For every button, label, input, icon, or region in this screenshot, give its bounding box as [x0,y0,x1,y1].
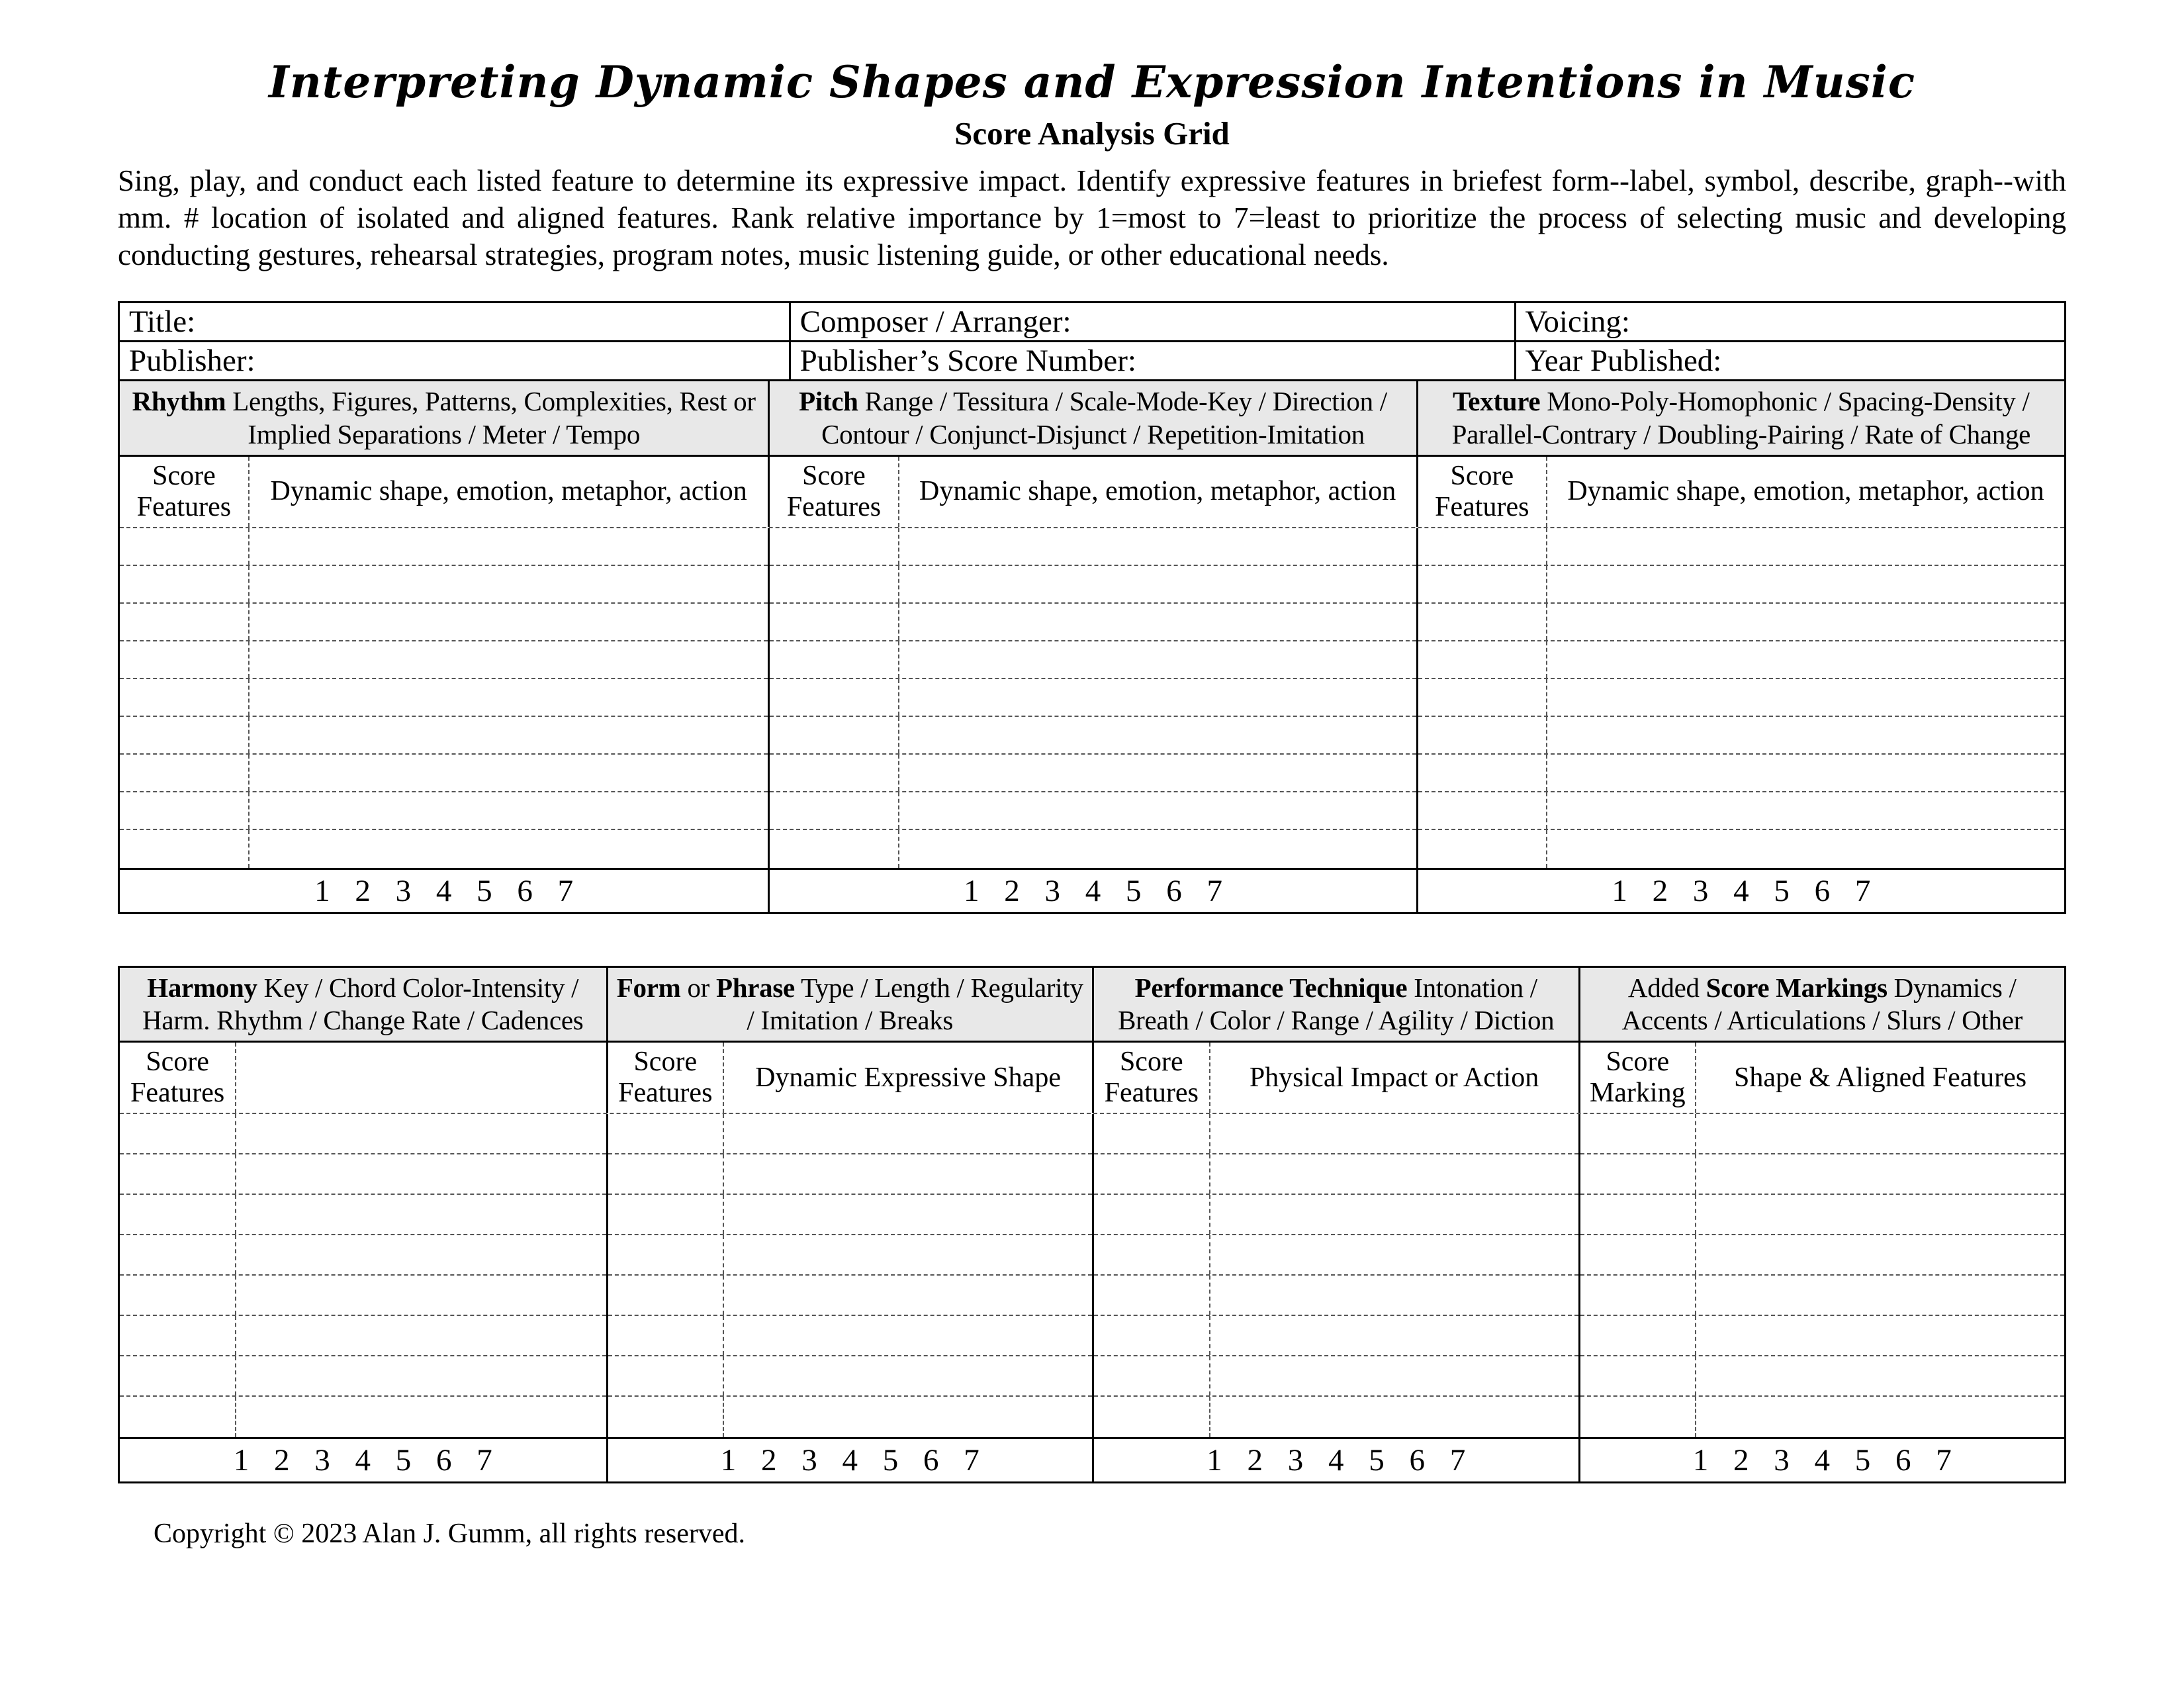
description-cell [1547,830,2064,868]
score-features-cell [1094,1356,1210,1395]
description-cell [724,1316,1092,1355]
entry-row [120,1356,606,1397]
description-cell [250,679,768,716]
table-top-rank-row [120,868,2064,912]
score-features-cell [120,1356,236,1395]
entry-row [120,1276,606,1316]
entry-row [120,679,768,717]
score-features-cell [1418,679,1547,716]
entry-grid-harmony [120,1114,606,1437]
meta-label-score-number: Publisher’s Score Number: [799,344,1136,379]
score-features-cell [1580,1154,1697,1194]
rank-scale-rhythm: 1 2 3 4 5 6 7 [314,873,574,908]
meta-field-score-number [789,342,1514,379]
rank-scale-score-markings: 1 2 3 4 5 6 7 [1578,1439,2065,1481]
entry-row [1580,1235,2065,1276]
entry-row [608,1397,1093,1437]
score-features-cell [608,1276,725,1315]
subheader-performance-technique [1092,1043,1578,1113]
score-features-cell [770,528,899,565]
entry-row [1094,1356,1578,1397]
col-header-score-features: Score Features [1094,1043,1210,1113]
entry-row [1418,830,2064,868]
entry-row [120,1114,606,1154]
score-features-cell [1418,830,1547,868]
description-cell [1210,1316,1578,1355]
description-cell [250,792,768,829]
entry-grid-pitch [768,528,1416,868]
entry-row [120,1397,606,1437]
description-cell [899,679,1416,716]
entry-row [1094,1195,1578,1235]
subheader-score-markings [1578,1043,2065,1113]
entry-row [1094,1154,1578,1195]
score-features-cell [1094,1397,1210,1437]
entry-grid-rhythm [120,528,768,868]
rank-scale-pitch: 1 2 3 4 5 6 7 [768,870,1416,912]
col-header-dynamic-shape: Dynamic shape, emotion, metaphor, action [270,476,747,507]
copyright-notice: Copyright © 2023 Alan J. Gumm, all rights reserved. [154,1519,745,1550]
entry-row [1580,1356,2065,1397]
score-features-cell [1580,1235,1697,1274]
entry-row [120,792,768,830]
entry-row [1094,1276,1578,1316]
score-features-cell [120,641,250,678]
description-cell [899,641,1416,678]
score-features-cell [770,604,899,640]
score-features-cell [770,566,899,602]
score-features-cell [608,1316,725,1355]
description-cell [724,1356,1092,1395]
score-features-cell [1580,1316,1697,1355]
description-cell [250,641,768,678]
analysis-table-top [118,301,2066,914]
score-features-cell [1580,1114,1697,1153]
description-cell [236,1114,606,1153]
instructions-text: Sing, play, and conduct each listed feature to determine its expressive impact. Identify expressive features in briefest form--label, symbol, describe, graph--with mm. # location of isolated and aligned features. Rank relative importance by 1=most to 7=least to prioritize the process of selecting music and developing conducting gestures, rehearsal strategies, program notes, music listening guide, or other educational needs. [118,164,2066,271]
score-features-cell [1418,566,1547,602]
entry-row [608,1316,1093,1356]
description-cell [1210,1114,1578,1153]
entry-row [1580,1316,2065,1356]
description-cell [1696,1397,2064,1437]
score-features-cell [1418,528,1547,565]
meta-label-publisher: Publisher: [129,344,255,379]
score-features-cell [1094,1276,1210,1315]
score-features-cell [120,792,250,829]
score-features-cell [120,755,250,791]
entry-row [1094,1114,1578,1154]
score-features-cell [120,717,250,753]
score-features-cell [1094,1114,1210,1153]
entry-row [770,830,1416,868]
description-cell [236,1316,606,1355]
score-features-cell [120,1195,236,1234]
description-cell [724,1397,1092,1437]
description-cell [1696,1356,2064,1395]
entry-row [120,1195,606,1235]
entry-row [1094,1316,1578,1356]
meta-row-1 [120,303,2064,342]
score-features-cell [1418,641,1547,678]
entry-row [770,528,1416,566]
score-features-cell [608,1114,725,1153]
description-cell [236,1356,606,1395]
score-features-cell [120,1114,236,1153]
entry-row [1418,717,2064,755]
col-header-score-features: Score Features [608,1043,725,1113]
entry-row [120,641,768,679]
entry-grid-performance-technique [1092,1114,1578,1437]
entry-row [770,792,1416,830]
entry-row [770,717,1416,755]
description-cell [236,1397,606,1437]
entry-row [1094,1235,1578,1276]
entry-row [120,528,768,566]
entry-row [1418,792,2064,830]
entry-row [120,1316,606,1356]
description-cell [1696,1114,2064,1153]
score-features-cell [1094,1154,1210,1194]
description-cell [1547,792,2064,829]
table-bottom-rank-row [120,1437,2064,1481]
meta-label-composer-arranger: Composer / Arranger: [799,305,1071,340]
col-header-physical-impact: Physical Impact or Action [1249,1062,1539,1093]
subheader-form-phrase [606,1043,1093,1113]
col-header-score-features: Score Features [120,1043,236,1113]
entry-row [608,1195,1093,1235]
page-subtitle: Score Analysis Grid [954,115,1230,152]
entry-row [120,1154,606,1195]
col-header-score-features: Score Features [120,457,250,527]
entry-row [120,830,768,868]
entry-row [608,1356,1093,1397]
rank-scale-form-phrase: 1 2 3 4 5 6 7 [606,1439,1093,1481]
score-features-cell [608,1154,725,1194]
score-features-cell [120,830,250,868]
description-cell [236,1154,606,1194]
table-bottom-section-headers [120,968,2064,1043]
description-cell [899,528,1416,565]
meta-field-composer-arranger [789,303,1514,340]
entry-grid-score-markings [1578,1114,2065,1437]
meta-row-2 [120,342,2064,381]
description-cell [250,566,768,602]
description-cell [1696,1316,2064,1355]
subheader-texture [1416,457,2064,527]
table-top-entry-area [120,528,2064,868]
col-header-score-marking: Score Marking [1580,1043,1697,1113]
table-bottom-entry-area [120,1114,2064,1437]
score-features-cell [770,755,899,791]
score-features-cell [120,528,250,565]
rank-scale-harmony: 1 2 3 4 5 6 7 [233,1443,492,1478]
meta-field-publisher [120,342,789,379]
col-header-score-features: Score Features [1418,457,1547,527]
meta-label-year-published: Year Published: [1525,344,1722,379]
description-cell [1696,1276,2064,1315]
description-cell [1696,1235,2064,1274]
description-cell [1547,679,2064,716]
col-header-dynamic-shape: Dynamic shape, emotion, metaphor, action [919,476,1396,507]
description-cell [250,604,768,640]
description-cell [899,755,1416,791]
score-features-cell [608,1356,725,1395]
description-cell [1547,604,2064,640]
score-features-cell [1418,717,1547,753]
description-cell [899,604,1416,640]
score-features-cell [770,717,899,753]
score-features-cell [120,1397,236,1437]
entry-row [120,717,768,755]
entry-row [120,604,768,641]
description-cell [1696,1154,2064,1194]
entry-row [608,1276,1093,1316]
description-cell [724,1195,1092,1234]
entry-row [1418,679,2064,717]
entry-row [1580,1397,2065,1437]
meta-label-title: Title: [129,305,196,340]
rank-scale-texture: 1 2 3 4 5 6 7 [1416,870,2064,912]
entry-row [770,566,1416,604]
description-cell [899,566,1416,602]
score-features-cell [1580,1195,1697,1234]
score-features-cell [1094,1195,1210,1234]
score-features-cell [120,679,250,716]
entry-row [1580,1195,2065,1235]
entry-row [1580,1276,2065,1316]
entry-row [770,755,1416,792]
table-top-column-headers [120,457,2064,528]
page-title: Interpreting Dynamic Shapes and Expression Intentions in Music [268,56,1916,108]
meta-label-voicing: Voicing: [1525,305,1630,340]
entry-row [1580,1154,2065,1195]
description-cell [1696,1195,2064,1234]
entry-row [1094,1397,1578,1437]
score-features-cell [1418,604,1547,640]
table-top-section-headers [120,381,2064,456]
col-header-blank [236,1043,606,1113]
entry-row [1580,1114,2065,1154]
meta-field-voicing [1514,303,2064,340]
section-header-texture: Texture Mono-Poly-Homophonic / Spacing-Density / Parallel-Contrary / Doubling-Pairing / Rate of Change [1416,381,2064,454]
score-features-cell [120,1154,236,1194]
description-cell [1547,566,2064,602]
subheader-harmony [120,1043,606,1113]
description-cell [724,1154,1092,1194]
description-cell [899,717,1416,753]
description-cell [250,717,768,753]
description-cell [250,830,768,868]
section-header-score-markings: Added Score Markings Dynamics / Accents / Articulations / Slurs / Other [1578,968,2065,1041]
score-features-cell [770,679,899,716]
score-features-cell [1418,755,1547,791]
description-cell [1547,755,2064,791]
description-cell [236,1195,606,1234]
description-cell [724,1235,1092,1274]
score-features-cell [1580,1276,1697,1315]
score-features-cell [770,792,899,829]
meta-field-year-published [1514,342,2064,379]
analysis-table-bottom [118,966,2066,1483]
entry-row [1418,566,2064,604]
subheader-pitch [768,457,1416,527]
rank-scale-performance-technique: 1 2 3 4 5 6 7 [1092,1439,1578,1481]
section-header-harmony: Harmony Key / Chord Color-Intensity / Harm. Rhythm / Change Rate / Cadences [142,972,584,1036]
subheader-rhythm [120,457,768,527]
entry-row [770,679,1416,717]
table-bottom-column-headers [120,1043,2064,1114]
score-features-cell [608,1195,725,1234]
col-header-dynamic-shape: Dynamic shape, emotion, metaphor, action [1567,476,2044,507]
description-cell [724,1114,1092,1153]
description-cell [899,830,1416,868]
entry-row [770,604,1416,641]
entry-row [1418,755,2064,792]
entry-row [120,755,768,792]
entry-row [770,641,1416,679]
description-cell [1547,641,2064,678]
score-features-cell [120,1316,236,1355]
description-cell [236,1235,606,1274]
description-cell [1210,1235,1578,1274]
score-features-cell [1094,1235,1210,1274]
section-header-pitch: Pitch Range / Tessitura / Scale-Mode-Key / Direction / Contour / Conjunct-Disjunct / Repetition-Imitation [768,381,1416,454]
entry-grid-form-phrase [606,1114,1093,1437]
score-features-cell [120,1276,236,1315]
description-cell [1210,1154,1578,1194]
description-cell [1210,1195,1578,1234]
section-header-rhythm: Rhythm Lengths, Figures, Patterns, Complexities, Rest or Implied Separations / Meter / Tempo [132,386,756,449]
score-features-cell [120,604,250,640]
description-cell [1210,1276,1578,1315]
entry-row [608,1235,1093,1276]
col-header-score-features: Score Features [770,457,899,527]
section-header-performance-technique: Performance Technique Intonation / Breath / Color / Range / Agility / Diction [1092,968,1578,1041]
description-cell [724,1276,1092,1315]
entry-row [1418,528,2064,566]
entry-row [120,1235,606,1276]
description-cell [1547,528,2064,565]
description-cell [1210,1397,1578,1437]
col-header-shape-aligned-features: Shape & Aligned Features [1733,1062,2027,1093]
score-features-cell [1094,1316,1210,1355]
description-cell [250,528,768,565]
entry-row [608,1114,1093,1154]
score-features-cell [120,566,250,602]
score-features-cell [608,1235,725,1274]
entry-row [608,1154,1093,1195]
description-cell [1547,717,2064,753]
score-features-cell [608,1397,725,1437]
score-features-cell [1580,1397,1697,1437]
section-header-form-phrase: Form or Phrase Type / Length / Regularity / Imitation / Breaks [606,968,1093,1041]
meta-field-title [120,303,789,340]
score-features-cell [120,1235,236,1274]
description-cell [1210,1356,1578,1395]
score-features-cell [770,830,899,868]
col-header-dynamic-expressive-shape: Dynamic Expressive Shape [755,1062,1061,1093]
description-cell [899,792,1416,829]
score-features-cell [770,641,899,678]
description-cell [250,755,768,791]
entry-row [1418,641,2064,679]
entry-row [1418,604,2064,641]
description-cell [236,1276,606,1315]
score-features-cell [1418,792,1547,829]
entry-row [120,566,768,604]
entry-grid-texture [1416,528,2064,868]
score-features-cell [1580,1356,1697,1395]
